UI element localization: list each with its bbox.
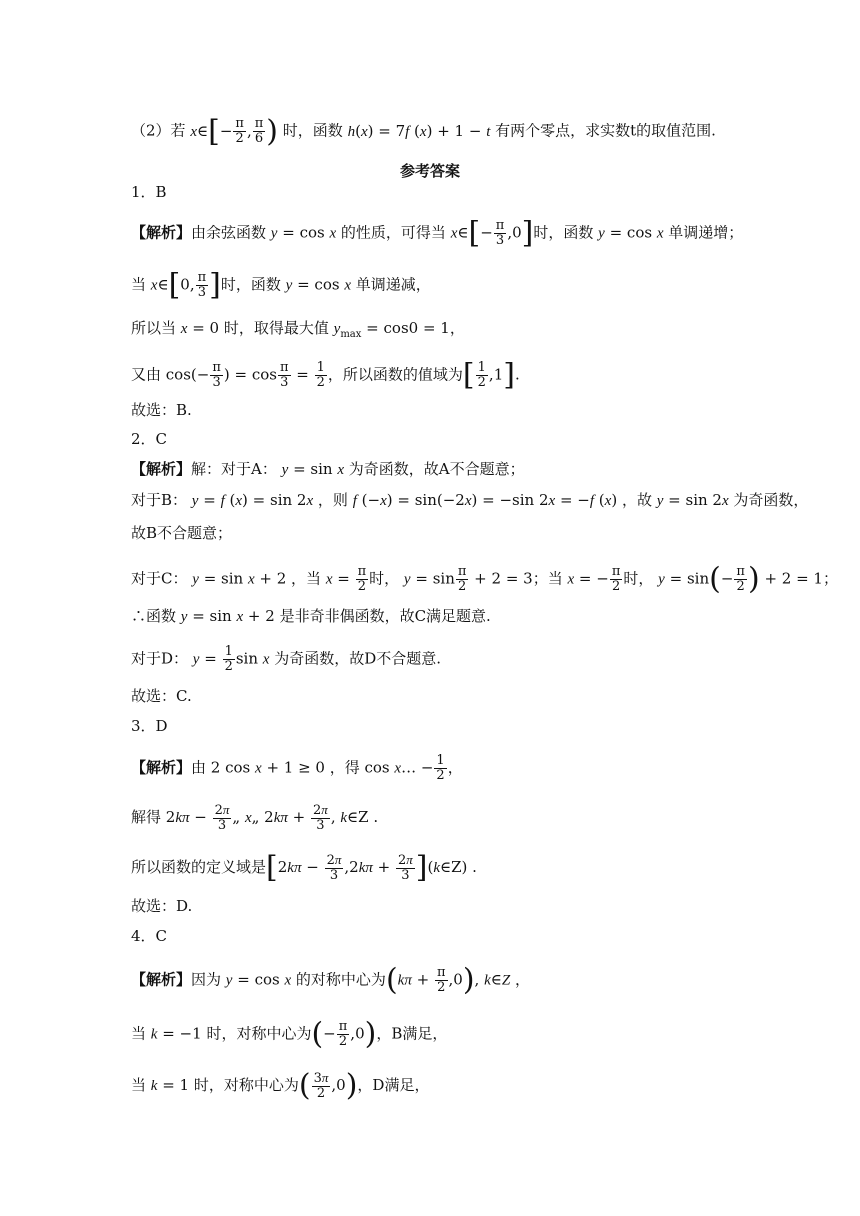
question-2-prefix: （2）若 [131,121,186,140]
item-2-line-6: 对于D： y = $\frac{1}{2}$ sin x 为奇函数，故D不合题意. [131,644,442,674]
item-2-line-2: 对于B： y = f (x) = sin 2x ，则 f (−x) = sin(−2x) = −sin 2x = −f (x) ，故 y = sin 2x 为奇函数， [131,491,809,509]
item-4-number: 4．C [131,927,168,945]
item-2-line-1: 【解析】解：对于A： y = sin x 为奇函数，故A不合题意； [131,460,525,478]
item-1-line-4: 又由 cos(− $\frac{\pi}{3}$ ) = cos $\frac{\pi}{3}$ = $\frac{1}{2}$ ，所以函数的值域为[ $\frac{1}{2}$ ,1]. [131,357,520,393]
item-2-line-3: 故B不合题意； [131,524,233,542]
item-3-line-3: 所以函数的定义域是[2kπ − $\frac{2\pi}{3}$ ,2kπ + $\frac{2\pi}{3}$ ](k∈Z) . [131,850,477,885]
item-4-line-3: 当 k = 1 时，对称中心为( $\frac{3\pi}{2}$ ,0)，D满足， [131,1068,430,1103]
item-1-line-3: 所以当 x = 0 时，取得最大值 $y_{max} = \cos 0 = 1$， [131,319,465,340]
question-2 [131,113,716,149]
question-2-func: h(x) = 7f (x) + 1 − t [347,121,491,140]
item-2-line-5: ∴函数 y = sin x + 2 是非奇非偶函数，故C满足题意. [131,607,491,625]
question-2-domain: x∈[− $\frac{\pi}{2}$ , $\frac{\pi}{6}$ ) [190,113,278,149]
item-4-line-1: 【解析】因为 y = cos x 的对称中心为(kπ + $\frac{\pi}{2}$ ,0), k∈Z ， [131,962,530,998]
item-2-line-4: 对于C： y = sin x + 2 ，当 x = $\frac{\pi}{2}$ 时， y = sin $\frac{\pi}{2}$ + 2 = 3；当 x = − $\frac{\pi}{2}$ 时， y = sin(− $\frac{\pi}{2}$ ) + 2 = 1； [131,561,838,597]
item-3-line-2: 解得 2kπ − $\frac{2\pi}{3}$ „ x„ 2kπ + $\frac{2\pi}{3}$ , k∈Z . [131,802,379,833]
answers-title: 参考答案 [399,162,460,180]
question-2-middle: 时，函数 [282,121,343,140]
item-1-line-1: 【解析】由余弦函数 y = cos x 的性质，可得当 x∈[− $\frac{\pi}{3}$ ,0]时，函数 y = cos x 单调递增； [131,215,744,251]
question-2-suffix: 有两个零点，求实数t的取值范围. [495,121,716,140]
item-3-line-1: 【解析】由 2 cos x + 1 ≥ 0 ，得 cos x… − $\frac{1}{2}$ ， [131,753,463,783]
item-3-line-4: 故选：D. [131,897,193,915]
item-2-number: 2．C [131,430,168,448]
item-2-line-7: 故选：C. [131,687,192,705]
item-4-line-2: 当 k = −1 时，对称中心为(− $\frac{\pi}{2}$ ,0)，B满足， [131,1016,448,1052]
item-1-number: 1．B [131,183,167,201]
item-3-number: 3．D [131,717,168,735]
item-1-line-2: 当 x∈[0, $\frac{\pi}{3}$ ]时，函数 y = cos x 单调递减， [131,267,431,303]
item-1-line-5: 故选：B. [131,401,192,419]
